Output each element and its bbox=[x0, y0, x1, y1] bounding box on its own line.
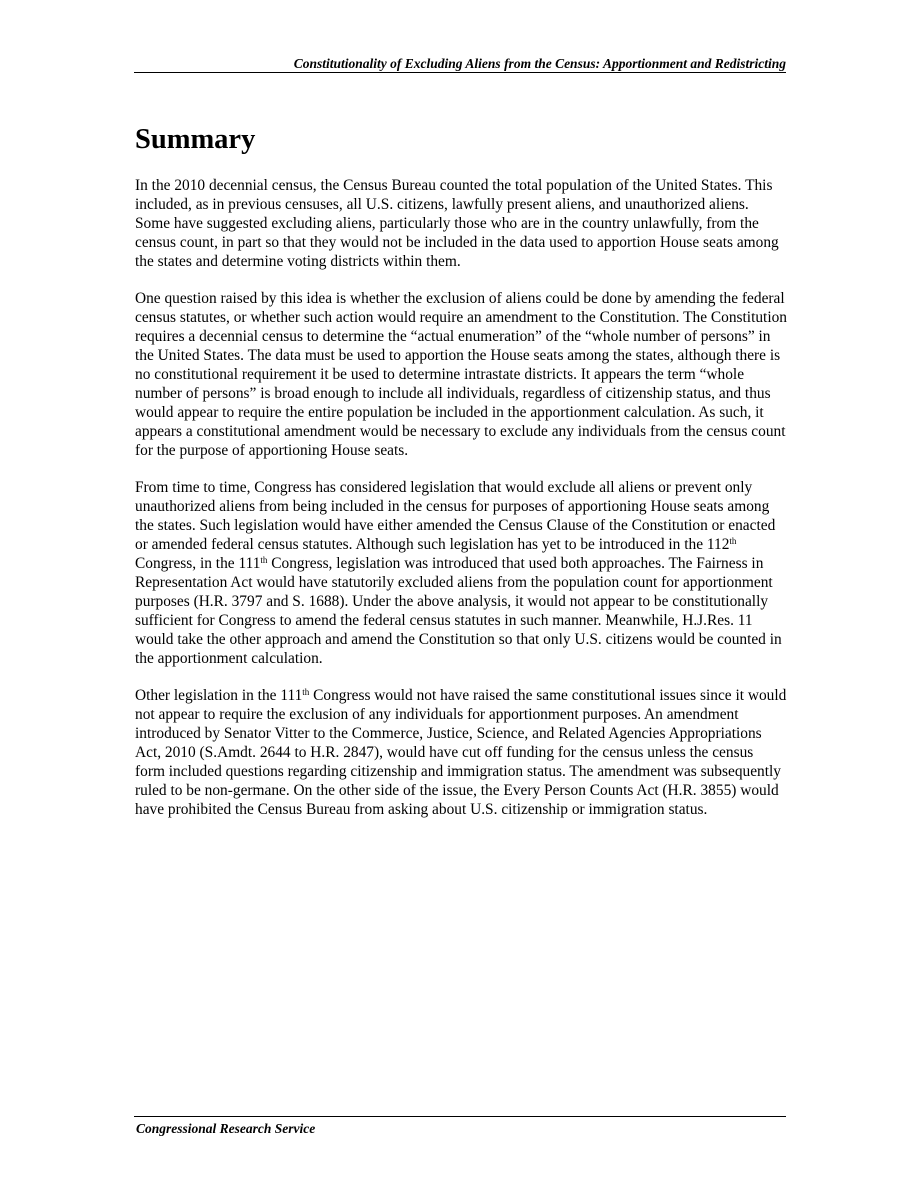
paragraph-3-text-c: Congress, legislation was introduced that used both approaches. The Fairness in Representation Act would have statutorily excluded aliens from the population count for apportionment purposes (H.R. 3797 and S. 1688). Under the above analysis, it would not appear to be constitutionally sufficient for Congress to amend the federal census statutes in such manner. Meanwhile, H.J.Res. 11 would take the other approach and amend the Constitution so that only U.S. citizens would be counted in the apportionment calculation. bbox=[135, 555, 782, 667]
page-title: Summary bbox=[135, 124, 256, 155]
running-header-title: Constitutionality of Excluding Aliens from the Census: Apportionment and Redistricting bbox=[293, 56, 786, 71]
ordinal-suffix: th bbox=[260, 555, 268, 565]
paragraph-3 bbox=[135, 478, 787, 668]
footer-divider bbox=[134, 1116, 786, 1117]
paragraph-1: In the 2010 decennial census, the Census Bureau counted the total population of the United States. This included, as in previous censuses, all U.S. citizens, lawfully present aliens, and unauthorized aliens. Some have suggested excluding aliens, particularly those who are in the country unlawfully, from the census count, in part so that they would not be included in the data used to apportion House seats among the states and determine voting districts within them. bbox=[135, 177, 779, 270]
paragraph-2: One question raised by this idea is whether the exclusion of aliens could be done by amending the federal census statutes, or whether such action would require an amendment to the Constitution. The Constitution requires a decennial census to determine the “actual enumeration” of the “whole number of persons” in the United States. The data must be used to apportion the House seats among the states, although there is no constitutional requirement it be used to determine intrastate districts. It appears the term “whole number of persons” is broad enough to include all individuals, regardless of citizenship status, and thus would appear to require the entire population be included in the apportionment calculation. As such, it appears a constitutional amendment would be necessary to exclude any individuals from the census count for the purpose of apportioning House seats. bbox=[135, 290, 787, 459]
ordinal-suffix: th bbox=[302, 687, 310, 697]
ordinal-suffix: th bbox=[729, 536, 737, 546]
header-divider bbox=[134, 72, 786, 73]
paragraph-4 bbox=[135, 686, 787, 819]
paragraph-4-text-b: Congress would not have raised the same constitutional issues since it would not appear to require the exclusion of any individuals for apportionment purposes. An amendment introduced by Senator Vitter to the Commerce, Justice, Science, and Related Agencies Appropriations Act, 2010 (S.Amdt. 2644 to H.R. 2847), would have cut off funding for the census unless the census form included questions regarding citizenship and immigration status. The amendment was subsequently ruled to be non-germane. On the other side of the issue, the Every Person Counts Act (H.R. 3855) would have prohibited the Census Bureau from asking about U.S. citizenship or immigration status. bbox=[135, 687, 787, 818]
summary-body bbox=[135, 176, 787, 837]
running-footer-source: Congressional Research Service bbox=[136, 1121, 316, 1136]
paragraph-3-text-a: From time to time, Congress has considered legislation that would exclude all aliens or prevent only unauthorized aliens from being included in the census for purposes of apportioning House seats among the states. Such legislation would have either amended the Census Clause of the Constitution or enacted or amended federal census statutes. Although such legislation has yet to be introduced in the 112 bbox=[135, 479, 776, 553]
paragraph-3-text-b: Congress, in the 111 bbox=[135, 555, 261, 572]
paragraph-4-text-a: Other legislation in the 111 bbox=[135, 687, 303, 704]
